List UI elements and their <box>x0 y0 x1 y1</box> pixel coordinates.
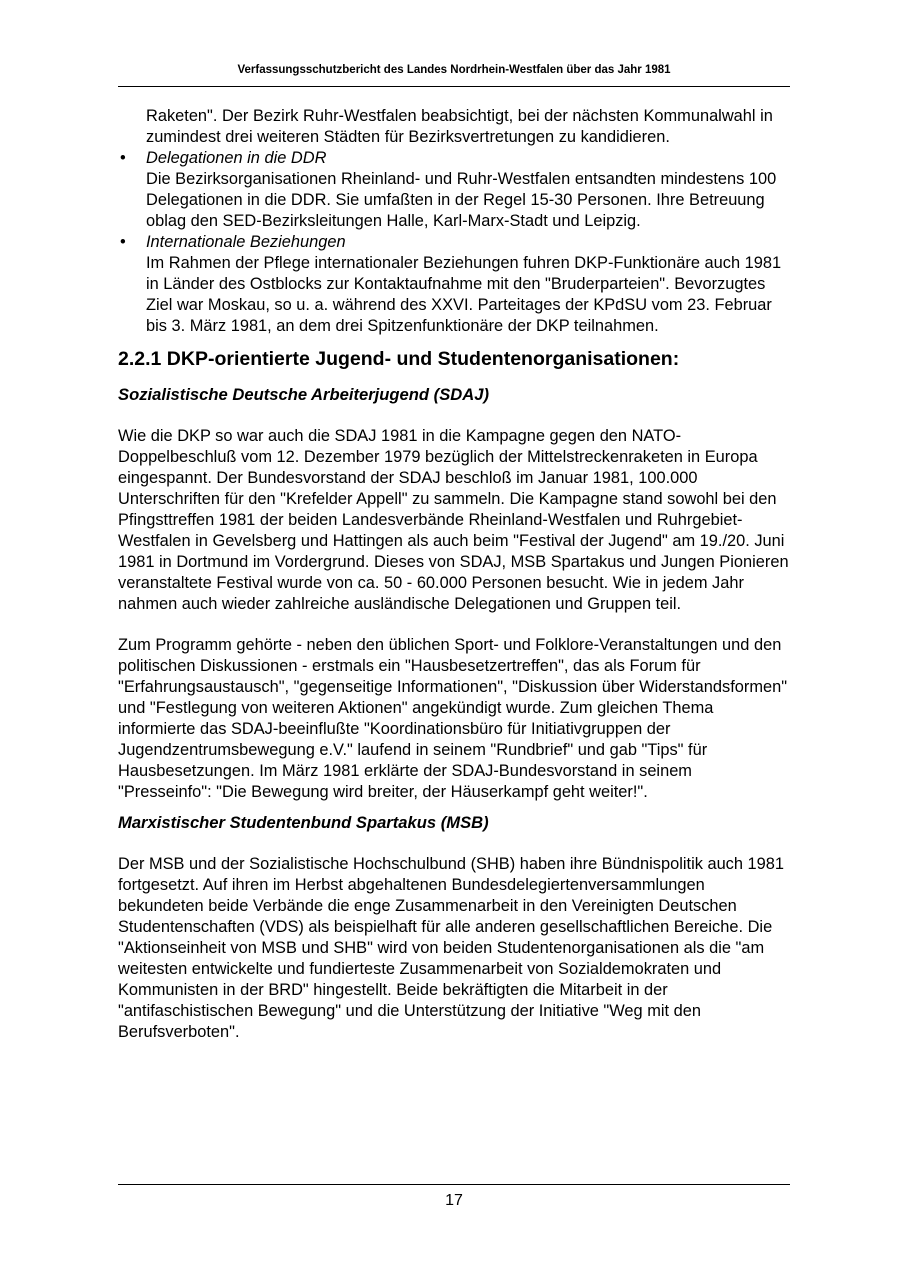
running-header: Verfassungsschutzbericht des Landes Nordrhein-Westfalen über das Jahr 1981 <box>237 64 671 76</box>
bullet-text: Die Bezirksorganisationen Rheinland- und Ruhr-Westfalen entsandten mindestens 100 Delegationen in die DDR. Sie umfaßten in der Regel 15-30 Personen. Ihre Betreuung oblag den SED-Bezirksleitungen Halle, Karl-Marx-Stadt und Leipzig. <box>146 170 777 230</box>
continued-bullet-text: Raketen". Der Bezirk Ruhr-Westfalen beabsichtigt, bei der nächsten Kommunalwahl in zumindest drei weiteren Städten für Bezirksvertretungen zu kandidieren. <box>146 107 773 146</box>
paragraph-sdaj-1: Wie die DKP so war auch die SDAJ 1981 in die Kampagne gegen den NATO-Doppelbeschluß vom 12. Dezember 1979 bezüglich der Mittelstreckenraketen in Europa eingespannt. Der Bundesvorstand der SDAJ beschloß im Januar 1981, 100.000 Unterschriften für den "Krefelder Appell" zu sammeln. Die Kampagne stand sowohl bei den Pfingsttreffen 1981 der beiden Landesverbände Rheinland-Westfalen und Ruhrgebiet-Westfalen in Gevelsberg und Hattingen als auch beim "Festival der Jugend" am 19./20. Juni 1981 in Dortmund im Vordergrund. Dieses von SDAJ, MSB Spartakus und Jungen Pionieren veranstaltete Festival wurde von ca. 50 - 60.000 Personen besucht. Wie in jedem Jahr nahmen auch wieder zahlreiche ausländische Delegationen und Gruppen teil. <box>118 427 789 613</box>
bullet-icon: • <box>120 233 126 251</box>
bullet-icon: • <box>120 149 126 167</box>
bullet-title: Internationale Beziehungen <box>146 233 346 251</box>
subheading-sdaj: Sozialistische Deutsche Arbeiterjugend (SDAJ) <box>118 385 489 404</box>
footer-divider <box>118 1184 790 1185</box>
header-divider <box>118 86 790 87</box>
paragraph-sdaj-2: Zum Programm gehörte - neben den üblichen Sport- und Folklore-Veranstaltungen und den politischen Diskussionen - erstmals ein "Hausbesetzertreffen", das als Forum für "Erfahrungsaustausch", "gegenseitige Informationen", "Diskussion über Widerstandsformen" und "Festlegung von weiteren Aktionen" angekündigt wurde. Zum gleichen Thema informierte das SDAJ-beeinflußte "Koordinationsbüro für Initiativgruppen der Jugendzentrumsbewegung e.V." laufend in seinem "Rundbrief" und gab "Tips" für Hausbesetzungen. Im März 1981 erklärte der SDAJ-Bundesvorstand in seinem "Presseinfo": "Die Bewegung wird breiter, der Häuserkampf geht weiter!". <box>118 636 788 801</box>
bullet-internationale-beziehungen <box>120 232 790 337</box>
paragraph-msb-1: Der MSB und der Sozialistische Hochschulbund (SHB) haben ihre Bündnispolitik auch 1981 fortgesetzt. Auf ihren im Herbst abgehaltenen Bundesdelegiertenversammlungen bekundeten beide Verbände die enge Zusammenarbeit in den Vereinigten Deutschen Studentenschaften (VDS) als beispielhaft für alle anderen gesellschaftlichen Bereiche. Die "Aktionseinheit von MSB und SHB" wird von beiden Studentenorganisationen als die "am weitesten entwickelte und fundierteste Zusammenarbeit von Sozialdemokraten und Kommunisten in der BRD" hingestellt. Beide bekräftigten die Mitarbeit in der "antifaschistischen Bewegung" und die Unterstützung der Initiative "Weg mit den Berufsverboten". <box>118 855 785 1041</box>
bullet-title: Delegationen in die DDR <box>146 149 327 167</box>
section-heading: 2.2.1 DKP-orientierte Jugend- und Studentenorganisationen: <box>118 348 680 370</box>
bullet-text: Im Rahmen der Pflege internationaler Beziehungen fuhren DKP-Funktionäre auch 1981 in Länder des Ostblocks zur Kontaktaufnahme mit den "Bruderparteien". Bevorzugtes Ziel war Moskau, so u. a. während des XXVI. Parteitages der KPdSU vom 23. Februar bis 3. März 1981, an dem drei Spitzenfunktionäre der DKP teilnahmen. <box>146 254 782 335</box>
subheading-msb: Marxistischer Studentenbund Spartakus (MSB) <box>118 813 489 832</box>
bullet-delegationen <box>120 148 790 232</box>
page-body <box>118 106 790 1043</box>
page-number: 17 <box>445 1192 463 1209</box>
